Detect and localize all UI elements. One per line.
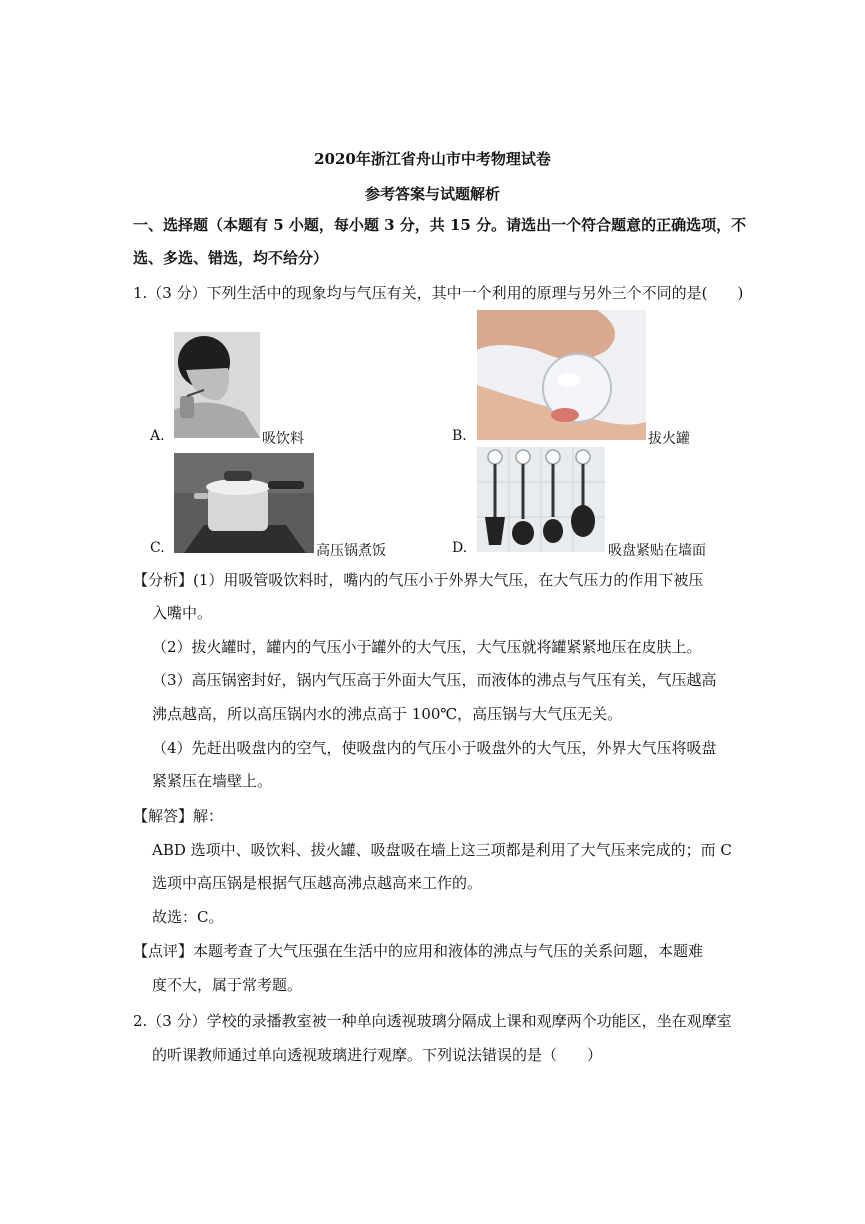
option-c-letter: C. — [150, 540, 165, 556]
question-1-stem: 1.（3 分）下列生活中的现象均与气压有关，其中一个利用的原理与另外三个不同的是( ) — [133, 284, 744, 302]
answer-line: ABD 选项中、吸饮料、拔火罐、吸盘吸在墙上这三项都是利用了大气压来完成的；而 C — [152, 841, 732, 859]
analysis-line: （4）先赶出吸盘内的空气，使吸盘内的气压小于吸盘外的大气压，外界大气压将吸盘 — [152, 739, 717, 757]
cupping-glass-image — [477, 310, 646, 440]
analysis-line: （3）高压锅密封好，锅内气压高于外面大气压，而液体的沸点与气压有关，气压越高 — [152, 671, 717, 689]
option-c-text: 高压锅煮饭 — [316, 543, 386, 559]
analysis-line: 入嘴中。 — [152, 604, 213, 622]
answer-line: 选项中高压锅是根据气压越高沸点越高来工作的。 — [152, 874, 483, 892]
option-d-text: 吸盘紧贴在墙面 — [608, 543, 706, 559]
answer-heading: 【解答】解： — [133, 807, 224, 825]
document-title: 2020年浙江省舟山市中考物理试卷 — [314, 150, 551, 168]
pressure-cooker-image — [174, 453, 314, 553]
section-heading-line2: 选、多选、错选，均不给分） — [133, 249, 329, 267]
analysis-line: 紧紧压在墙壁上。 — [152, 772, 273, 790]
option-a-letter: A. — [150, 428, 165, 444]
section-heading-line1: 一、选择题（本题有 5 小题，每小题 3 分，共 15 分。请选出一个符合题意的正确选项，不 — [133, 216, 747, 234]
question-2-stem-line2: 的听课教师通过单向透视玻璃进行观摩。下列说法错误的是（ ） — [152, 1046, 603, 1064]
analysis-line: （2）拔火罐时，罐内的气压小于罐外的大气压，大气压就将罐紧紧地压在皮肤上。 — [152, 638, 702, 656]
question-2-stem-line1: 2.（3 分）学校的录播教室被一种单向透视玻璃分隔成上课和观摩两个功能区，坐在观摩室 — [133, 1012, 732, 1030]
option-b-text: 拔火罐 — [648, 431, 690, 447]
option-a-text: 吸饮料 — [262, 431, 304, 447]
option-b-letter: B. — [452, 428, 467, 444]
option-d-letter: D. — [452, 540, 468, 556]
analysis-line: 【分析】(1）用吸管吸饮料时，嘴内的气压小于外界大气压，在大气压力的作用下被压 — [133, 571, 704, 589]
analysis-line: 沸点越高，所以高压锅内水的沸点高于 100℃，高压锅与大气压无关。 — [152, 705, 623, 723]
comment-line: 度不大，属于常考题。 — [152, 976, 303, 994]
suction-hooks-image — [477, 447, 605, 552]
answer-line: 故选：C。 — [152, 908, 224, 926]
comment-line: 【点评】本题考查了大气压强在生活中的应用和液体的沸点与气压的关系问题，本题难 — [133, 942, 704, 960]
document-subtitle: 参考答案与试题解析 — [364, 185, 500, 203]
drinking-straw-image — [174, 332, 260, 438]
